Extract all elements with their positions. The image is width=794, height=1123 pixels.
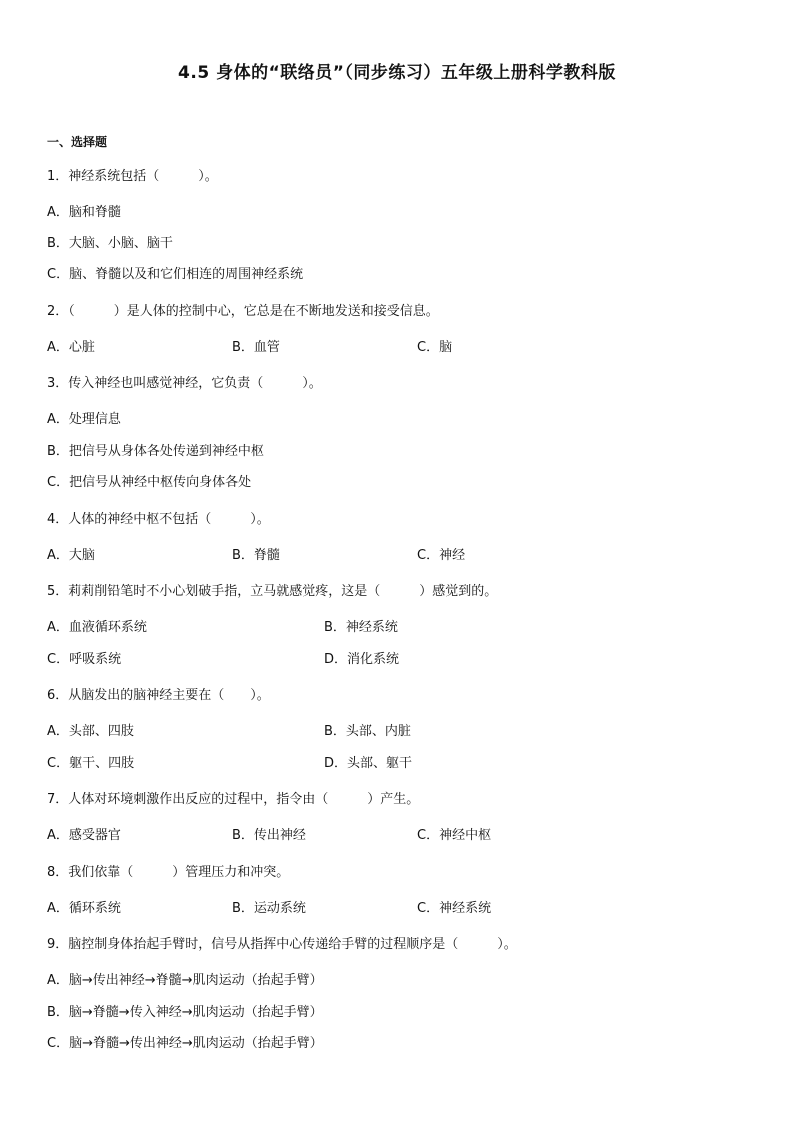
question-3-stem: 3．传入神经也叫感觉神经，它负责（ ）。 [47, 376, 322, 391]
question-1-stem: 1．神经系统包括（ ）。 [47, 169, 218, 184]
question-7-stem: 7．人体对环境刺激作出反应的过程中，指令由（ ）产生。 [47, 792, 420, 807]
question-9-option-b[interactable]: B．脑→脊髓→传入神经→肌肉运动（抬起手臂） [47, 1005, 323, 1020]
question-6-option-c[interactable]: C．躯干、四肢 [47, 756, 135, 771]
section-heading: 一、选择题 [47, 135, 108, 149]
question-7-option-b[interactable]: B．传出神经 [232, 828, 306, 843]
question-7-option-c[interactable]: C．神经中枢 [417, 828, 492, 843]
question-3-option-b[interactable]: B．把信号从身体各处传递到神经中枢 [47, 444, 264, 459]
question-9-option-c[interactable]: C．脑→脊髓→传出神经→肌肉运动（抬起手臂） [47, 1036, 323, 1051]
question-5-option-d[interactable]: D．消化系统 [324, 652, 400, 667]
question-6-stem: 6．从脑发出的脑神经主要在（ ）。 [47, 688, 270, 703]
question-4-option-a[interactable]: A．大脑 [47, 548, 95, 563]
question-5-stem: 5．莉莉削铅笔时不小心划破手指，立马就感觉疼，这是（ ）感觉到的。 [47, 584, 498, 599]
question-8-option-c[interactable]: C．神经系统 [417, 901, 492, 916]
question-3-option-a[interactable]: A．处理信息 [47, 412, 121, 427]
question-5-option-a[interactable]: A．血液循环系统 [47, 620, 147, 635]
page-title: 4.5 身体的“联络员”（同步练习）五年级上册科学教科版 [178, 63, 616, 83]
question-5-option-b[interactable]: B．神经系统 [324, 620, 398, 635]
question-7-option-a[interactable]: A．感受器官 [47, 828, 121, 843]
question-6-option-b[interactable]: B．头部、内脏 [324, 724, 411, 739]
question-3-option-c[interactable]: C．把信号从神经中枢传向身体各处 [47, 475, 252, 490]
question-9-stem: 9．脑控制身体抬起手臂时，信号从指挥中心传递给手臂的过程顺序是（ ）。 [47, 937, 517, 952]
question-5-option-c[interactable]: C．呼吸系统 [47, 652, 122, 667]
question-2-option-a[interactable]: A．心脏 [47, 340, 95, 355]
question-6-option-a[interactable]: A．头部、四肢 [47, 724, 134, 739]
question-6-option-d[interactable]: D．头部、躯干 [324, 756, 413, 771]
question-8-option-a[interactable]: A．循环系统 [47, 901, 121, 916]
question-2-stem: 2．（ ）是人体的控制中心，它总是在不断地发送和接受信息。 [47, 304, 439, 319]
question-4-option-c[interactable]: C．神经 [417, 548, 466, 563]
question-8-option-b[interactable]: B．运动系统 [232, 901, 306, 916]
question-4-option-b[interactable]: B．脊髓 [232, 548, 280, 563]
question-9-option-a[interactable]: A．脑→传出神经→脊髓→肌肉运动（抬起手臂） [47, 973, 323, 988]
question-1-option-b[interactable]: B．大脑、小脑、脑干 [47, 236, 173, 251]
question-8-stem: 8．我们依靠（ ）管理压力和冲突。 [47, 865, 290, 880]
question-4-stem: 4．人体的神经中枢不包括（ ）。 [47, 512, 270, 527]
question-2-option-b[interactable]: B．血管 [232, 340, 280, 355]
question-1-option-c[interactable]: C．脑、脊髓以及和它们相连的周围神经系统 [47, 267, 304, 282]
question-1-option-a[interactable]: A．脑和脊髓 [47, 205, 121, 220]
question-2-option-c[interactable]: C．脑 [417, 340, 453, 355]
